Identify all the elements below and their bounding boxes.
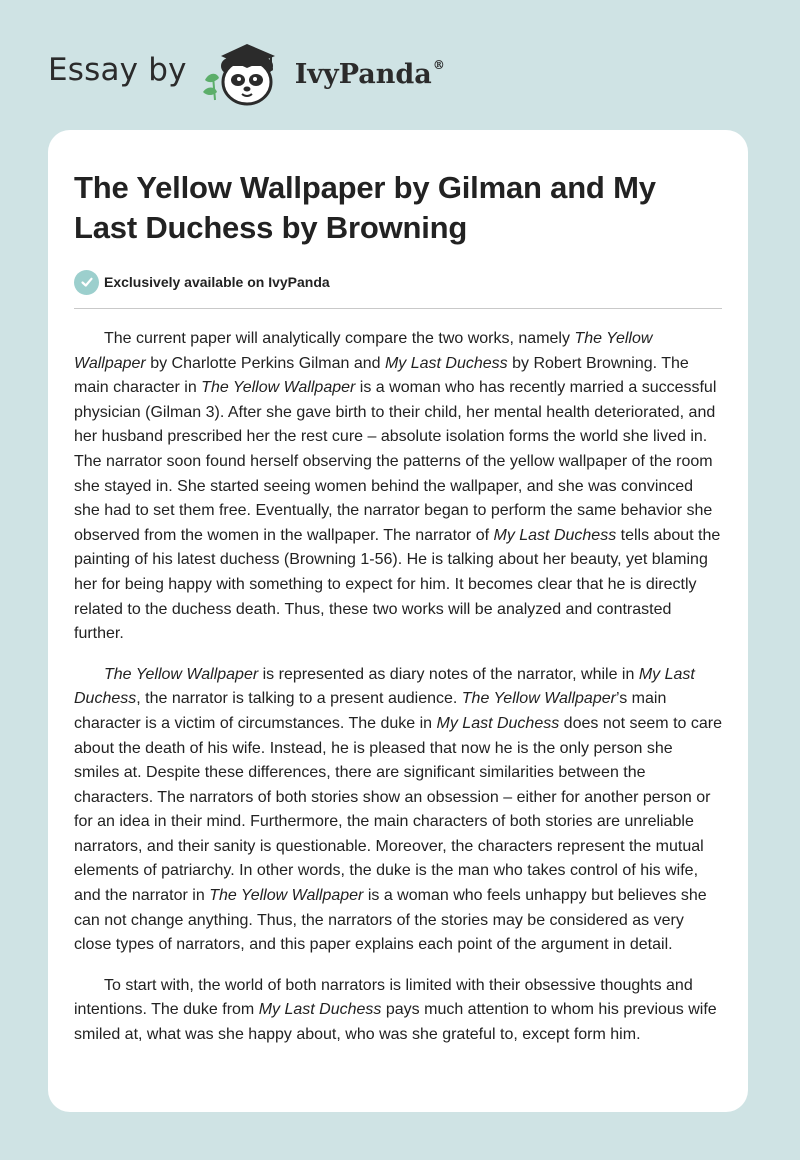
paragraph-text: is a woman who feels unhappy but believes she can not change anything. Thus, the narrators of the stories may be considered as very close types of narrators, and this paper explains each point of the argument in detail. [74, 887, 707, 954]
exclusive-badge [74, 268, 722, 296]
paragraph-text: does not seem to care about the death of his wife. Instead, he is pleased that now he is the only person she smiles at. Despite these differences, there are significant similarities between the characters. The narrators of both stories show an obsession – either for another person or for an idea in their mind. Furthermore, the main characters of both stories are unreliable narrators, and their sanity is questionable. Moreover, the characters represent the mutual elements of patriarchy. In other words, the duke is the man who takes control of his wife, and the narrator in [74, 714, 722, 905]
essay-card [48, 130, 748, 1112]
site-header [48, 36, 445, 108]
paragraph-text: The current paper will analytically compare the two works, namely [104, 330, 575, 347]
divider [74, 308, 722, 309]
work-title-italic: My Last Duchess [258, 1001, 382, 1019]
paragraph-text: To start with, the world of both narrators is limited with their obsessive thoughts and intentions. The duke from [74, 976, 693, 1019]
work-title-italic: The Yellow Wallpaper [461, 690, 616, 708]
paragraph-text: is represented as diary notes of the narrator, while in [258, 665, 639, 683]
work-title-italic: The Yellow Wallpaper [209, 887, 364, 905]
paragraph-text: pays much attention to whom his previous wife smiled at, what was she happy about, who was she grateful to, except form him. [74, 1001, 717, 1044]
paragraph-text: , the narrator is talking to a present audience. [136, 690, 462, 708]
essay-paragraph [74, 974, 722, 1048]
check-circle-icon [74, 270, 99, 295]
work-title-italic: The Yellow Wallpaper [201, 379, 356, 397]
brand-name[interactable]: IvyPanda® [294, 57, 445, 90]
essay-title: The Yellow Wallpaper by Gilman and My Last Duchess by Browning [74, 170, 656, 245]
work-title-italic: My Last Duchess [384, 354, 508, 372]
paragraph-text: by Charlotte Perkins Gilman and [145, 354, 385, 372]
work-title-italic: The Yellow Wallpaper [104, 665, 259, 683]
essay-paragraph [74, 327, 722, 647]
essay-by-label: Essay by [48, 52, 187, 88]
paragraph-text: tells about the painting of his latest duchess (Browning 1-56). He is talking about her beauty, yet blaming her for being happy with something to expect for him. It becomes clear that he is directly related to the duchess death. Thus, these two works will be analyzed and contrasted further. [74, 526, 721, 643]
essay-paragraph [74, 663, 722, 958]
paragraph-text: ’s main character is a victim of circumstances. The duke in [74, 690, 667, 732]
panda-graduate-icon[interactable] [199, 36, 289, 108]
paragraph-text: is a woman who has recently married a successful physician (Gilman 3). After she gave birth to their child, her mental health deteriorated, and her husband prescribed her the rest cure – absolute isolation forms the world she lived in. The narrator soon found herself observing the patterns of the yellow wallpaper of the room she stayed in. She started seeing women behind the wallpaper, and she was convinced she had to set them free. Eventually, the narrator began to perform the same behavior she observed from the women in the wallpaper. The narrator of [74, 379, 717, 544]
paragraph-text: by Robert Browning. The main character in [74, 354, 689, 397]
essay-body [74, 327, 722, 1048]
work-title-italic: My Last Duchess [74, 665, 695, 708]
work-title-italic: My Last Duchess [493, 526, 617, 544]
work-title-italic: The Yellow Wallpaper [74, 330, 653, 372]
exclusive-badge-label: Exclusively available on IvyPanda [104, 274, 330, 290]
work-title-italic: My Last Duchess [436, 714, 560, 732]
